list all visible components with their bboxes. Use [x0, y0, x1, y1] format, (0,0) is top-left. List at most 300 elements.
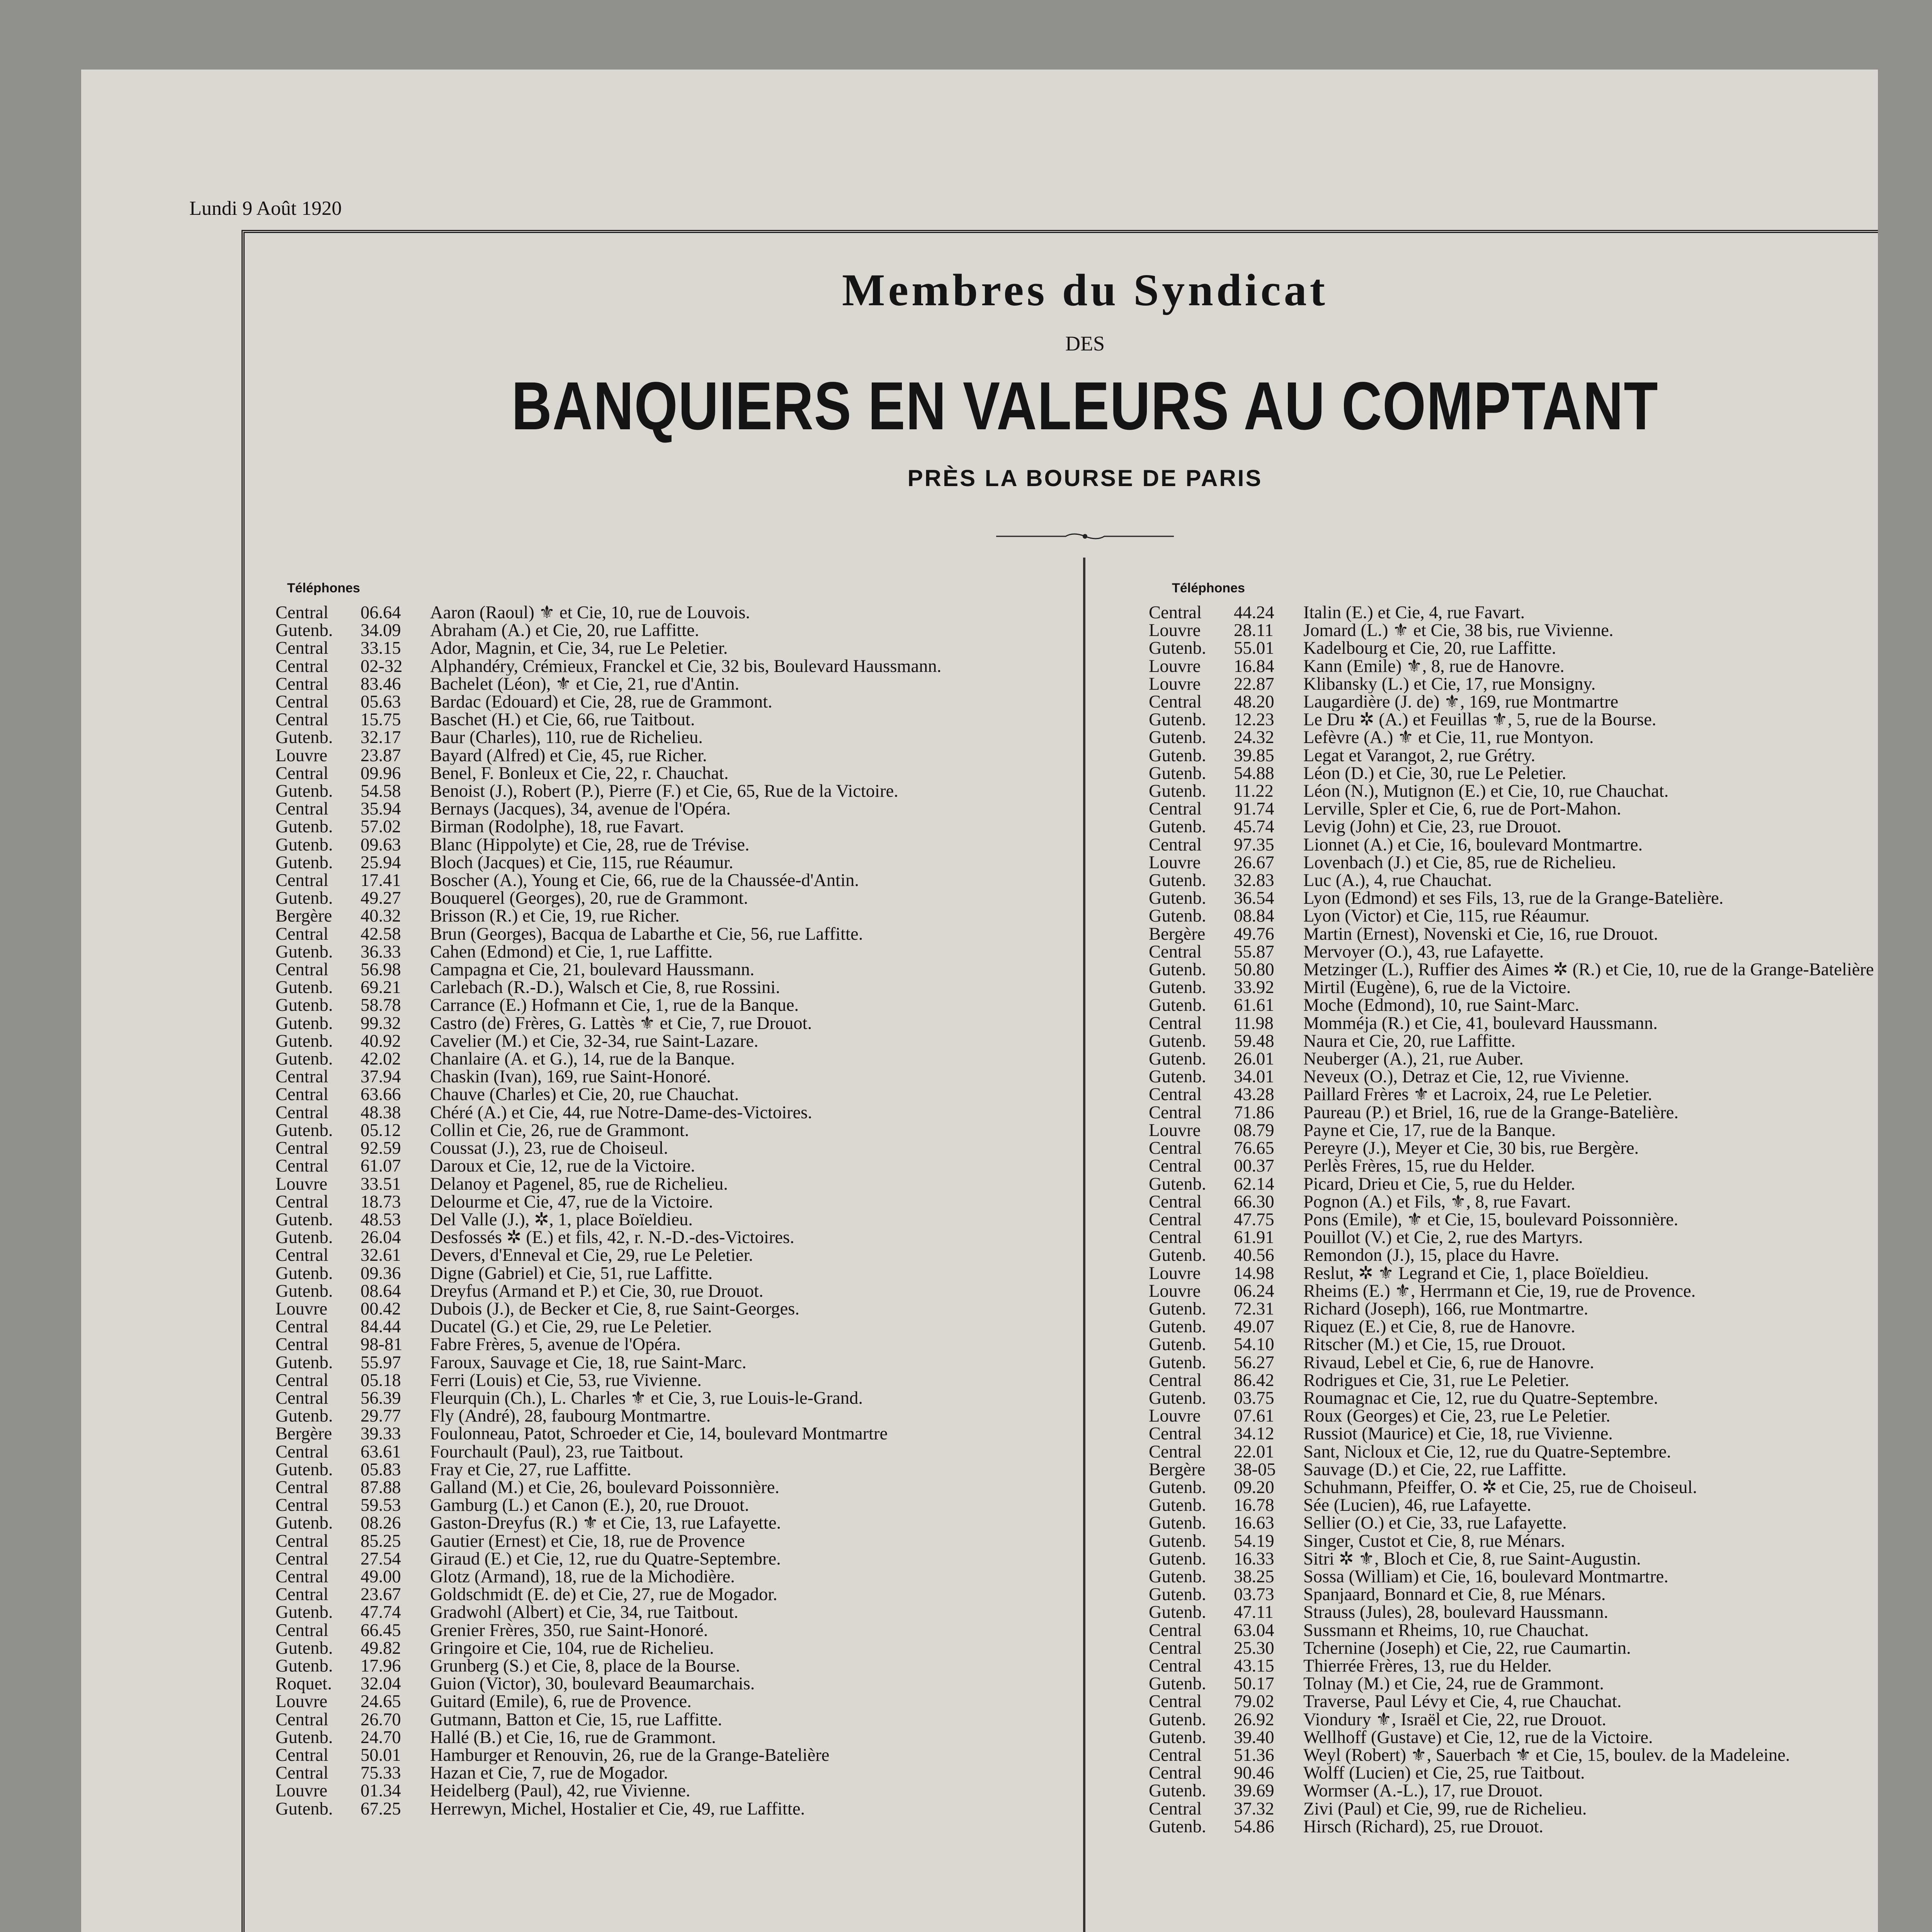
member-entry: Legat et Varangot, 2, rue Grétry.: [1303, 747, 1536, 765]
phone-number: 37.32: [1234, 1799, 1274, 1819]
exchange: Gutenb.: [1149, 1781, 1206, 1801]
member-entry: Heidelberg (Paul), 42, rue Vivienne.: [430, 1782, 690, 1800]
phone-number: 54.86: [1234, 1816, 1274, 1837]
member-row: [276, 1657, 1075, 1675]
phone-number: 26.70: [361, 1709, 401, 1730]
phone-number: 83.46: [361, 674, 401, 694]
exchange: Central: [276, 638, 328, 658]
phone-number: 08.84: [1234, 906, 1274, 926]
exchange: Gutenb.: [276, 1656, 333, 1676]
phone-number: 69.21: [361, 978, 401, 998]
phone-number: 26.01: [1234, 1049, 1274, 1069]
exchange: Gutenb.: [1149, 1352, 1206, 1372]
member-entry: Sossa (William) et Cie, 16, boulevard Montmartre.: [1303, 1568, 1668, 1586]
phone-number: 32.61: [361, 1245, 401, 1265]
exchange: Louvre: [1149, 1263, 1201, 1283]
exchange: Gutenb.: [1149, 960, 1206, 980]
roster-right-column: [1149, 604, 1878, 1836]
member-entry: Paillard Frères ⚜ et Lacroix, 24, rue Le Peletier.: [1303, 1086, 1652, 1104]
member-row: [1149, 622, 1878, 639]
exchange: Central: [276, 1585, 328, 1605]
member-row: [1149, 1747, 1878, 1764]
member-row: [276, 1318, 1075, 1336]
phone-number: 85.25: [361, 1531, 401, 1551]
phone-number: 61.61: [1234, 995, 1274, 1015]
exchange: Central: [276, 692, 328, 712]
member-entry: Remondon (J.), 15, place du Havre.: [1303, 1247, 1560, 1265]
exchange: Central: [1149, 1138, 1202, 1158]
member-entry: Gautier (Ernest) et Cie, 18, rue de Provence: [430, 1532, 745, 1550]
exchange: Gutenb.: [276, 1638, 333, 1658]
exchange: Bergère: [276, 906, 332, 926]
member-row: [1149, 1157, 1878, 1175]
phone-number: 33.15: [361, 638, 401, 658]
exchange: Central: [276, 1531, 328, 1551]
member-row: [276, 1675, 1075, 1693]
member-row: [276, 889, 1075, 907]
phone-number: 98-81: [361, 1335, 403, 1355]
exchange: Gutenb.: [1149, 817, 1206, 837]
phone-number: 61.91: [1234, 1228, 1274, 1248]
phone-number: 08.79: [1234, 1120, 1274, 1140]
member-row: [1149, 1407, 1878, 1425]
phone-number: 49.00: [361, 1566, 401, 1587]
exchange: Central: [276, 1245, 328, 1265]
phone-number: 54.19: [1234, 1531, 1274, 1551]
exchange: Gutenb.: [1149, 1299, 1206, 1319]
phone-number: 87.88: [361, 1477, 401, 1497]
phone-number: 39.40: [1234, 1727, 1274, 1747]
exchange: Gutenb.: [276, 1263, 333, 1283]
member-entry: Lyon (Edmond) et ses Fils, 13, rue de la Grange-Batelière.: [1303, 889, 1724, 908]
member-entry: Singer, Custot et Cie, 8, rue Ménars.: [1303, 1532, 1565, 1550]
exchange: Louvre: [276, 745, 328, 765]
phone-number: 37.94: [361, 1067, 401, 1087]
member-row: [276, 1265, 1075, 1282]
member-row: [276, 1104, 1075, 1122]
exchange: Gutenb.: [1149, 1067, 1206, 1087]
member-row: [276, 1461, 1075, 1479]
phone-number: 09.36: [361, 1263, 401, 1283]
phone-number: 47.75: [1234, 1209, 1274, 1230]
exchange: Gutenb.: [276, 1602, 333, 1622]
member-entry: Chauve (Charles) et Cie, 20, rue Chauchat.: [430, 1086, 739, 1104]
member-row: [1149, 1015, 1878, 1032]
exchange: Central: [1149, 1692, 1202, 1712]
phone-label-right: Téléphones: [1172, 581, 1245, 595]
phone-number: 23.87: [361, 745, 401, 765]
phone-number: 39.33: [361, 1424, 401, 1444]
phone-number: 32.04: [361, 1674, 401, 1694]
exchange: Gutenb.: [276, 978, 333, 998]
member-entry: Momméja (R.) et Cie, 41, boulevard Haussmann.: [1303, 1014, 1658, 1032]
member-entry: Richard (Joseph), 166, rue Montmartre.: [1303, 1300, 1588, 1318]
phone-number: 42.02: [361, 1049, 401, 1069]
exchange: Louvre: [1149, 621, 1201, 641]
phone-number: 25.30: [1234, 1638, 1274, 1658]
member-row: [276, 1443, 1075, 1461]
member-entry: Delanoy et Pagenel, 85, rue de Richelieu.: [430, 1175, 728, 1193]
exchange: Central: [276, 1620, 328, 1640]
member-entry: Aaron (Raoul) ⚜ et Cie, 10, rue de Louvois.: [430, 604, 750, 622]
member-entry: Jomard (L.) ⚜ et Cie, 38 bis, rue Vivienne.: [1303, 622, 1614, 640]
member-row: [1149, 1354, 1878, 1372]
member-entry: Rheims (E.) ⚜, Herrmann et Cie, 19, rue de Provence.: [1303, 1282, 1696, 1300]
member-entry: Dreyfus (Armand et P.) et Cie, 30, rue Drouot.: [430, 1282, 764, 1300]
exchange: Gutenb.: [276, 1209, 333, 1230]
exchange: Central: [276, 1566, 328, 1587]
member-entry: Martin (Ernest), Novenski et Cie, 16, rue Drouot.: [1303, 925, 1658, 943]
exchange: Central: [276, 1192, 328, 1212]
phone-number: 07.61: [1234, 1406, 1274, 1426]
member-row: [276, 1782, 1075, 1800]
exchange: Central: [1149, 1442, 1202, 1462]
member-entry: Baur (Charles), 110, rue de Richelieu.: [430, 729, 703, 747]
member-row: [1149, 1050, 1878, 1068]
member-row: [276, 1639, 1075, 1657]
phone-number: 48.38: [361, 1102, 401, 1122]
phone-number: 34.09: [361, 621, 401, 641]
member-entry: Mirtil (Eugène), 6, rue de la Victoire.: [1303, 979, 1571, 997]
phone-number: 09.96: [361, 763, 401, 783]
exchange: Central: [276, 1370, 328, 1390]
member-row: [1149, 1247, 1878, 1264]
member-entry: Guitard (Emile), 6, rue de Provence.: [430, 1693, 692, 1711]
phone-number: 43.28: [1234, 1085, 1274, 1105]
member-entry: Lyon (Victor) et Cie, 115, rue Réaumur.: [1303, 907, 1590, 925]
member-row: [1149, 1497, 1878, 1514]
phone-number: 32.17: [361, 728, 401, 748]
exchange: Central: [1149, 835, 1202, 855]
member-entry: Birman (Rodolphe), 18, rue Favart.: [430, 818, 684, 836]
phone-number: 54.88: [1234, 763, 1274, 783]
exchange: Bergère: [1149, 1459, 1206, 1480]
member-entry: Lionnet (A.) et Cie, 16, boulevard Montmartre.: [1303, 836, 1643, 854]
member-row: [276, 1157, 1075, 1175]
member-row: [276, 1372, 1075, 1389]
member-entry: Fleurquin (Ch.), L. Charles ⚜ et Cie, 3, rue Louis-le-Grand.: [430, 1389, 863, 1408]
phone-number: 34.12: [1234, 1424, 1274, 1444]
phone-number: 50.01: [361, 1745, 401, 1765]
exchange: Roquet.: [276, 1674, 332, 1694]
exchange: Central: [1149, 1370, 1202, 1390]
exchange: Gutenb.: [276, 1120, 333, 1140]
exchange: Central: [1149, 603, 1202, 622]
member-entry: Ritscher (M.) et Cie, 15, rue Drouot.: [1303, 1336, 1566, 1354]
phone-number: 47.11: [1234, 1602, 1274, 1622]
member-row: [1149, 1639, 1878, 1657]
exchange: Louvre: [276, 1692, 328, 1712]
member-entry: Campagna et Cie, 21, boulevard Haussmann.: [430, 961, 755, 979]
member-row: [1149, 1425, 1878, 1443]
member-entry: Gutmann, Batton et Cie, 15, rue Laffitte.: [430, 1711, 722, 1729]
phone-number: 51.36: [1234, 1745, 1274, 1765]
member-row: [276, 639, 1075, 657]
exchange: Louvre: [276, 1174, 328, 1194]
member-row: [276, 1586, 1075, 1604]
member-row: [1149, 1532, 1878, 1550]
phone-number: 27.54: [361, 1549, 401, 1569]
member-row: [1149, 729, 1878, 747]
exchange: Gutenb.: [1149, 871, 1206, 891]
phone-number: 67.25: [361, 1799, 401, 1819]
exchange: Central: [276, 799, 328, 819]
exchange: Central: [1149, 942, 1202, 962]
column-divider: [1083, 558, 1085, 1932]
phone-number: 54.58: [361, 781, 401, 801]
member-entry: Boscher (A.), Young et Cie, 66, rue de la Chaussée-d'Antin.: [430, 872, 859, 890]
member-row: [276, 1282, 1075, 1300]
phone-number: 47.74: [361, 1602, 401, 1622]
member-row: [276, 997, 1075, 1014]
phone-number: 91.74: [1234, 799, 1274, 819]
exchange: Central: [276, 1495, 328, 1515]
phone-number: 48.20: [1234, 692, 1274, 712]
phone-number: 38.25: [1234, 1566, 1274, 1587]
phone-number: 17.96: [361, 1656, 401, 1676]
exchange: Central: [276, 674, 328, 694]
member-row: [1149, 1175, 1878, 1193]
member-entry: Russiot (Maurice) et Cie, 18, rue Vivienne.: [1303, 1425, 1613, 1443]
member-row: [1149, 1139, 1878, 1157]
exchange: Gutenb.: [1149, 1602, 1206, 1622]
member-entry: Roux (Georges) et Cie, 23, rue Le Peletier.: [1303, 1407, 1611, 1425]
phone-number: 92.59: [361, 1138, 401, 1158]
member-entry: Guion (Victor), 30, boulevard Beaumarchais.: [430, 1675, 755, 1693]
exchange: Gutenb.: [1149, 1477, 1206, 1497]
exchange: Central: [276, 1763, 328, 1783]
member-row: [276, 1622, 1075, 1639]
exchange: Central: [1149, 692, 1202, 712]
phone-number: 50.17: [1234, 1674, 1274, 1694]
member-row: [276, 836, 1075, 854]
member-row: [276, 1389, 1075, 1407]
phone-number: 02-32: [361, 656, 403, 676]
exchange: Gutenb.: [1149, 906, 1206, 926]
phone-number: 28.11: [1234, 621, 1274, 641]
member-entry: Thierrée Frères, 13, rue du Helder.: [1303, 1657, 1552, 1675]
member-entry: Schuhmann, Pfeiffer, O. ✲ et Cie, 25, rue de Choiseul.: [1303, 1478, 1697, 1497]
newspaper-page: [81, 70, 1878, 1932]
phone-number: 06.24: [1234, 1281, 1274, 1301]
phone-number: 36.54: [1234, 888, 1274, 908]
exchange: Gutenb.: [1149, 745, 1206, 765]
member-row: [1149, 1389, 1878, 1407]
member-row: [276, 1015, 1075, 1032]
member-entry: Hazan et Cie, 7, rue de Mogador.: [430, 1764, 668, 1782]
exchange: Central: [276, 1317, 328, 1337]
exchange: Louvre: [276, 1781, 328, 1801]
exchange: Louvre: [276, 1299, 328, 1319]
phone-number: 97.35: [1234, 835, 1274, 855]
member-entry: Tolnay (M.) et Cie, 24, rue de Grammont.: [1303, 1675, 1604, 1693]
member-entry: Pouillot (V.) et Cie, 2, rue des Martyrs.: [1303, 1229, 1583, 1247]
syndicat-frame: [242, 230, 1878, 1932]
member-entry: Le Dru ✲ (A.) et Feuillas ⚜, 5, rue de la Bourse.: [1303, 711, 1656, 729]
roster-left-column: [276, 604, 1075, 1818]
member-row: [1149, 1711, 1878, 1729]
exchange: Gutenb.: [1149, 1513, 1206, 1533]
member-row: [1149, 818, 1878, 836]
exchange: Central: [1149, 1156, 1202, 1176]
member-entry: Goldschmidt (E. de) et Cie, 27, rue de Mogador.: [430, 1586, 777, 1604]
phone-number: 59.48: [1234, 1031, 1274, 1051]
phone-number: 24.65: [361, 1692, 401, 1712]
phone-number: 26.92: [1234, 1709, 1274, 1730]
member-entry: Bouquerel (Georges), 20, rue de Grammont.: [430, 889, 748, 908]
member-entry: Fly (André), 28, faubourg Montmartre.: [430, 1407, 711, 1425]
member-entry: Devers, d'Enneval et Cie, 29, rue Le Peletier.: [430, 1247, 753, 1265]
phone-number: 63.61: [361, 1442, 401, 1462]
member-entry: Dubois (J.), de Becker et Cie, 8, rue Saint-Georges.: [430, 1300, 800, 1318]
title-des: DES: [1065, 332, 1105, 355]
phone-number: 00.37: [1234, 1156, 1274, 1176]
member-entry: Digne (Gabriel) et Cie, 51, rue Laffitte.: [430, 1264, 713, 1282]
member-row: [1149, 1300, 1878, 1318]
phone-number: 17.41: [361, 871, 401, 891]
member-entry: Strauss (Jules), 28, boulevard Haussmann.: [1303, 1604, 1609, 1622]
exchange: Louvre: [1149, 1406, 1201, 1426]
member-row: [276, 1175, 1075, 1193]
member-entry: Kann (Emile) ⚜, 8, rue de Hanovre.: [1303, 657, 1565, 675]
member-row: [1149, 1193, 1878, 1211]
member-entry: Levig (John) et Cie, 23, rue Drouot.: [1303, 818, 1561, 836]
member-entry: Ducatel (G.) et Cie, 29, rue Le Peletier.: [430, 1318, 712, 1336]
member-entry: Castro (de) Frères, G. Lattès ⚜ et Cie, 7, rue Drouot.: [430, 1014, 812, 1032]
phone-number: 33.92: [1234, 978, 1274, 998]
exchange: Central: [276, 924, 328, 944]
member-entry: Bachelet (Léon), ⚜ et Cie, 21, rue d'Antin.: [430, 675, 740, 694]
member-entry: Laugardière (J. de) ⚜, 169, rue Montmartre: [1303, 693, 1619, 711]
member-row: [276, 1729, 1075, 1747]
member-row: [1149, 1657, 1878, 1675]
member-row: [1149, 1461, 1878, 1479]
phone-number: 00.42: [361, 1299, 401, 1319]
member-entry: Weyl (Robert) ⚜, Sauerbach ⚜ et Cie, 15, boulev. de la Madeleine.: [1303, 1747, 1790, 1765]
exchange: Gutenb.: [1149, 1585, 1206, 1605]
phone-number: 49.07: [1234, 1317, 1274, 1337]
member-entry: Moche (Edmond), 10, rue Saint-Marc.: [1303, 997, 1580, 1015]
exchange: Central: [1149, 1209, 1202, 1230]
member-row: [276, 1568, 1075, 1586]
member-entry: Chaskin (Ivan), 169, rue Saint-Honoré.: [430, 1068, 711, 1086]
member-row: [1149, 1693, 1878, 1711]
member-entry: Faroux, Sauvage et Cie, 18, rue Saint-Marc.: [430, 1354, 747, 1372]
exchange: Gutenb.: [276, 1049, 333, 1069]
exchange: Central: [276, 1388, 328, 1408]
member-entry: Pereyre (J.), Meyer et Cie, 30 bis, rue Bergère.: [1303, 1139, 1639, 1158]
member-entry: Lefèvre (A.) ⚜ et Cie, 11, rue Montyon.: [1303, 729, 1594, 747]
member-row: [1149, 1604, 1878, 1621]
phone-number: 66.30: [1234, 1192, 1274, 1212]
member-entry: Blanc (Hippolyte) et Cie, 28, rue de Trévise.: [430, 836, 750, 854]
exchange: Central: [276, 1709, 328, 1730]
member-entry: Sitri ✲ ⚜, Bloch et Cie, 8, rue Saint-Augustin.: [1303, 1550, 1641, 1568]
member-row: [1149, 1068, 1878, 1086]
member-entry: Benel, F. Bonleux et Cie, 22, r. Chauchat.: [430, 764, 729, 783]
phone-number: 25.94: [361, 852, 401, 872]
exchange: Louvre: [1149, 1120, 1201, 1140]
exchange: Gutenb.: [1149, 728, 1206, 748]
member-row: [276, 765, 1075, 782]
member-entry: Alphandéry, Crémieux, Franckel et Cie, 32 bis, Boulevard Haussmann.: [430, 657, 942, 675]
exchange: Gutenb.: [1149, 1174, 1206, 1194]
title-bourse: PRÈS LA BOURSE DE PARIS: [907, 465, 1263, 491]
member-row: [276, 979, 1075, 997]
exchange: Louvre: [1149, 674, 1201, 694]
member-row: [276, 747, 1075, 765]
member-entry: Léon (N.), Mutignon (E.) et Cie, 10, rue Chauchat.: [1303, 782, 1669, 801]
member-entry: Hamburger et Renouvin, 26, rue de la Grange-Batelière: [430, 1747, 830, 1765]
exchange: Gutenb.: [276, 1013, 333, 1033]
member-row: [276, 1479, 1075, 1497]
exchange: Gutenb.: [276, 1281, 333, 1301]
phone-number: 09.20: [1234, 1477, 1274, 1497]
phone-number: 36.33: [361, 942, 401, 962]
member-row: [1149, 639, 1878, 657]
phone-number: 84.44: [361, 1317, 401, 1337]
exchange: Gutenb.: [1149, 763, 1206, 783]
phone-number: 55.01: [1234, 638, 1274, 658]
member-row: [1149, 693, 1878, 711]
phone-number: 50.80: [1234, 960, 1274, 980]
phone-number: 45.74: [1234, 817, 1274, 837]
member-entry: Glotz (Armand), 18, rue de la Michodière.: [430, 1568, 735, 1586]
exchange: Gutenb.: [276, 621, 333, 641]
member-entry: Sauvage (D.) et Cie, 22, rue Laffitte.: [1303, 1461, 1566, 1479]
member-entry: Perlès Frères, 15, rue du Helder.: [1303, 1157, 1535, 1175]
member-row: [276, 1211, 1075, 1229]
member-row: [1149, 836, 1878, 854]
member-entry: Italin (E.) et Cie, 4, rue Favart.: [1303, 604, 1525, 622]
exchange: Central: [276, 656, 328, 676]
member-entry: Pognon (A.) et Fils, ⚜, 8, rue Favart.: [1303, 1193, 1571, 1211]
member-row: [276, 604, 1075, 622]
member-entry: Fabre Frères, 5, avenue de l'Opéra.: [430, 1336, 681, 1354]
phone-number: 49.27: [361, 888, 401, 908]
member-row: [1149, 1104, 1878, 1122]
exchange: Central: [276, 871, 328, 891]
exchange: Gutenb.: [1149, 710, 1206, 730]
member-entry: Paureau (P.) et Briel, 16, rue de la Grange-Batelière.: [1303, 1104, 1679, 1122]
phone-number: 76.65: [1234, 1138, 1274, 1158]
phone-number: 58.78: [361, 995, 401, 1015]
member-row: [276, 729, 1075, 747]
member-row: [1149, 711, 1878, 729]
phone-number: 71.86: [1234, 1102, 1274, 1122]
phone-number: 39.85: [1234, 745, 1274, 765]
exchange: Central: [276, 1067, 328, 1087]
phone-number: 56.27: [1234, 1352, 1274, 1372]
member-entry: Léon (D.) et Cie, 30, rue Le Peletier.: [1303, 764, 1566, 783]
member-row: [276, 1711, 1075, 1729]
exchange: Central: [276, 1477, 328, 1497]
phone-number: 99.32: [361, 1013, 401, 1033]
member-entry: Cavelier (M.) et Cie, 32-34, rue Saint-Lazare.: [430, 1032, 759, 1051]
member-entry: Klibansky (L.) et Cie, 17, rue Monsigny.: [1303, 675, 1596, 694]
phone-number: 38-05: [1234, 1459, 1276, 1480]
member-entry: Hallé (B.) et Cie, 16, rue de Grammont.: [430, 1728, 716, 1747]
member-row: [276, 1086, 1075, 1104]
member-entry: Sée (Lucien), 46, rue Lafayette.: [1303, 1497, 1531, 1515]
member-row: [276, 818, 1075, 836]
member-row: [276, 1747, 1075, 1764]
exchange: Central: [1149, 1085, 1202, 1105]
member-row: [276, 1425, 1075, 1443]
member-entry: Sant, Nicloux et Cie, 12, rue du Quatre-Septembre.: [1303, 1443, 1671, 1461]
exchange: Central: [1149, 1192, 1202, 1212]
member-entry: Rodrigues et Cie, 31, rue Le Peletier.: [1303, 1371, 1570, 1389]
